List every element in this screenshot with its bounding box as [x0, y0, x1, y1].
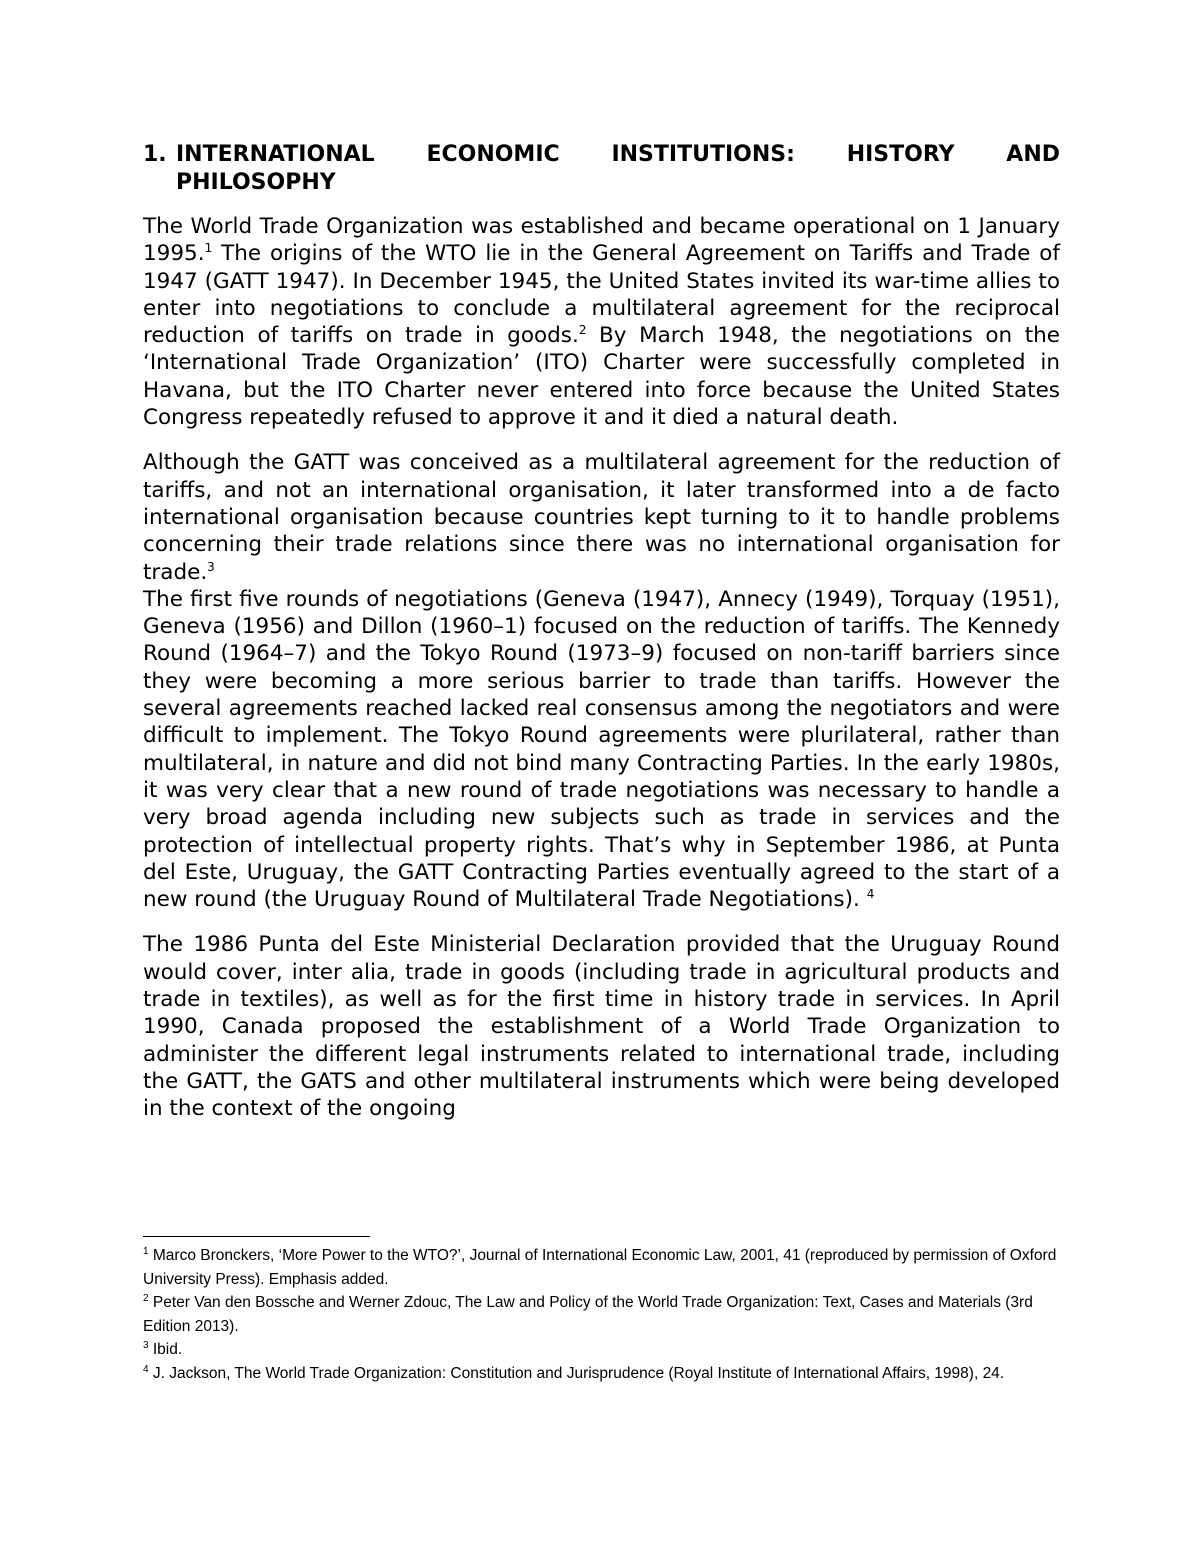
- heading-line-2: PHILOSOPHY: [176, 170, 336, 195]
- heading-text: [176, 141, 1060, 197]
- paragraph-3: [143, 586, 1060, 914]
- footnote-separator: [143, 1236, 370, 1237]
- footnote-ref: 2: [578, 323, 587, 338]
- footnote-number: 2: [143, 1293, 149, 1304]
- heading-number: 1.: [143, 142, 167, 167]
- heading-word: ECONOMIC: [426, 142, 560, 167]
- footnote-text: J. Jackson, The World Trade Organization: Constitution and Jurisprudence (Royal Institute of International Affairs, 1998), 24.: [148, 1364, 1005, 1382]
- paragraph-text: The origins of the WTO lie in the General Agreement on Tariffs and Trade of 1947 (GATT 1947). In December 1945, the United States invited its war-time allies to enter into negotiations to conclude a multilateral agreement for the reciprocal reduction of tariffs on trade in goods.: [143, 241, 1060, 349]
- paragraph-text: By March 1948, the negotiations on the ‘International Trade Organization’ (ITO) Charter were successfully completed in Havana, but the ITO Charter never entered into force because the United States Congress repeatedly refused to approve it and it died a natural death.: [143, 323, 1060, 431]
- paragraph-text: The first five rounds of negotiations (Geneva (1947), Annecy (1949), Torquay (1951), Geneva (1956) and Dillon (1960–1) focused on the reduction of tariffs. The Kennedy Round (1964–7) and the Tokyo Round (1973–9) focused on non-tariff barriers since they were becoming a more serious barrier to trade than tariffs. However the several agreements reached lacked real consensus among the negotiators and were difficult to implement. The Tokyo Round agreements were plurilateral, rather than multilateral, in nature and did not bind many Contracting Parties. In the early 1980s, it was very clear that a new round of trade negotiations was necessary to handle a very broad agenda including new subjects such as trade in services and the protection of intellectual property rights. That’s why in September 1986, at Punta del Este, Uruguay, the GATT Contracting Parties eventually agreed to the start of a new round (the Uruguay Round of Multilateral Trade Negotiations).: [143, 586, 1060, 913]
- heading-word: INSTITUTIONS:: [611, 142, 795, 167]
- section-heading: [143, 141, 1060, 197]
- footnote-text: Marco Bronckers, ‘More Power to the WTO?’, Journal of International Economic Law, 2001, 41 (reproduced by permission of Oxford University Press). Emphasis added.: [143, 1247, 1057, 1288]
- footnote: [143, 1291, 1060, 1338]
- footnote-text: Ibid.: [148, 1341, 183, 1358]
- footnote-ref: 3: [207, 559, 215, 574]
- footnote: [143, 1338, 1060, 1362]
- footnote-number: 1: [143, 1246, 149, 1257]
- paragraph-text: The World Trade Organization was established and became operational on 1 January 1995.: [143, 214, 1060, 267]
- footnote-text: Peter Van den Bossche and Werner Zdouc, The Law and Policy of the World Trade Organization: Text, Cases and Materials (3rd Edition 2013).: [143, 1294, 1033, 1335]
- body-text: [143, 213, 1060, 1123]
- paragraph-2: [143, 449, 1060, 585]
- footnote-ref: 4: [866, 887, 875, 902]
- footnote-number: 3: [143, 1340, 149, 1351]
- heading-line-1: [176, 141, 1060, 169]
- paragraph-4: [143, 931, 1060, 1122]
- paragraph-text: Although the GATT was conceived as a multilateral agreement for the reduction of tariffs, and not an international organisation, it later transformed into a de facto international organisation because countries kept turning to it to handle problems concerning their trade relations since there was no international organisation for trade.: [143, 450, 1060, 585]
- footnote-ref: 1: [204, 241, 213, 256]
- heading-word: INTERNATIONAL: [176, 142, 375, 167]
- footnote: [143, 1244, 1060, 1291]
- footnote: [143, 1362, 1060, 1386]
- heading-word: AND: [1006, 142, 1060, 167]
- heading-word: HISTORY: [846, 142, 955, 167]
- footnote-number: 4: [143, 1363, 149, 1375]
- paragraph-1: [143, 213, 1060, 431]
- footnotes: [143, 1244, 1060, 1385]
- paragraph-text: The 1986 Punta del Este Ministerial Declaration provided that the Uruguay Round would cover, inter alia, trade in goods (including trade in agricultural products and trade in textiles), as well as for the first time in history trade in services. In April 1990, Canada proposed the establishment of a World Trade Organization to administer the different legal instruments related to international trade, including the GATT, the GATS and other multilateral instruments which were being developed in the context of the ongoing: [143, 932, 1060, 1122]
